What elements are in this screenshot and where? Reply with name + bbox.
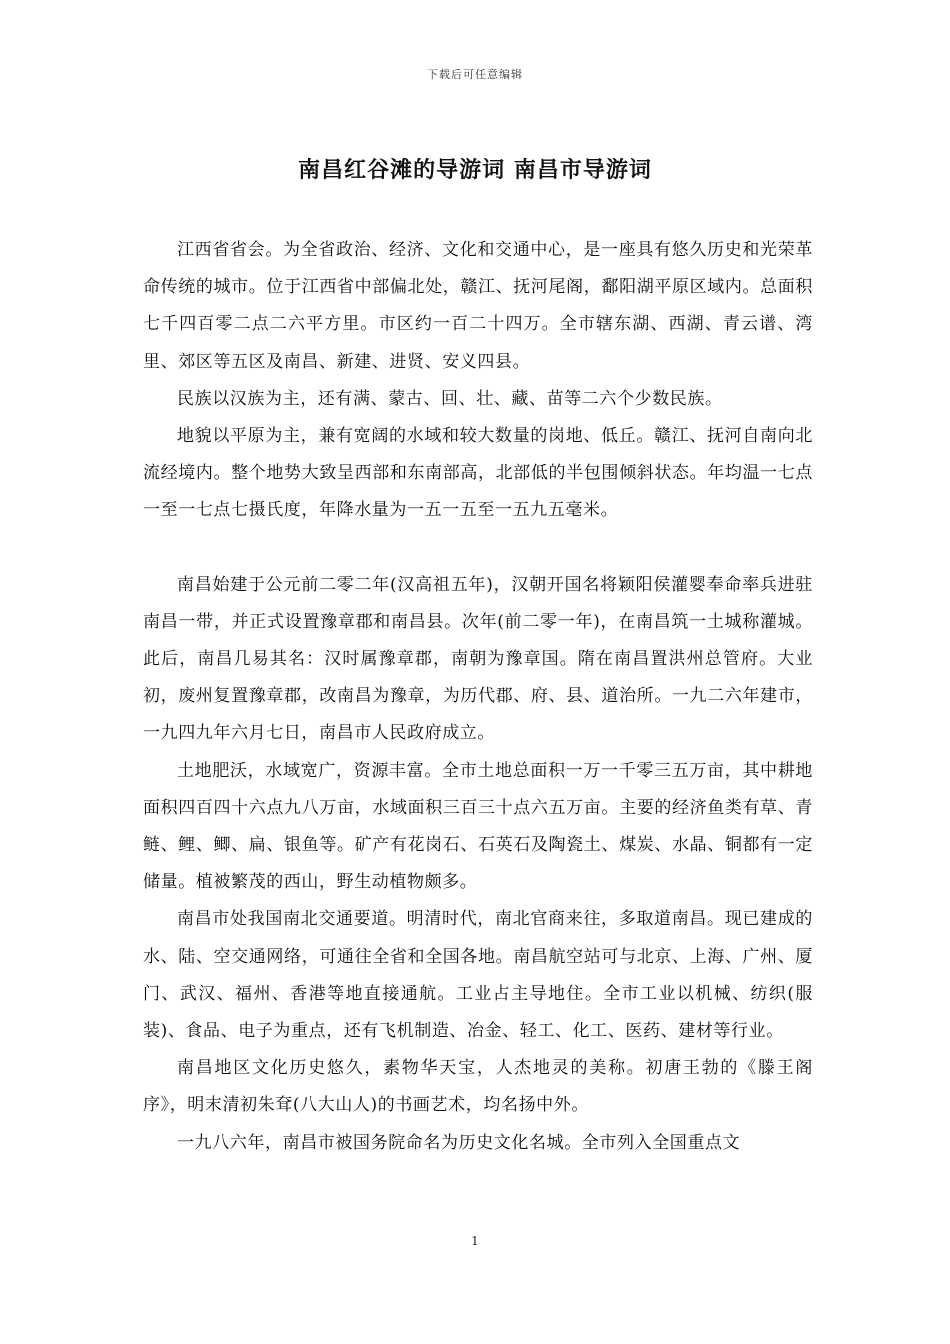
paragraph-terrain-climate: 地貌以平原为主，兼有宽阔的水域和较大数量的岗地、低丘。赣江、抚河自南向北流经境内。整个地势大致呈西部和东南部高，北部低的半包围倾斜状态。年均温一七点一至一七点七摄氏度，年降水量为一五一五至一五九五毫米。 xyxy=(143,426,813,521)
page-number: 1 xyxy=(471,1234,479,1248)
document-body xyxy=(143,232,813,1162)
header-note: 下载后可任意编辑 xyxy=(427,68,523,81)
paragraph-historic-city: 一九八六年，南昌市被国务院命名为历史文化名城。全市列入全国重点文 xyxy=(177,1132,741,1153)
paragraph-resources: 土地肥沃，水域宽广，资源丰富。全市土地总面积一万一千零三五万亩，其中耕地面积四百四十六点九八万亩，水域面积三百三十点六五万亩。主要的经济鱼类有草、青鲢、鲤、鲫、扁、银鱼等。矿产有花岗石、石英石及陶瓷土、煤炭、水晶、铜都有一定储量。植被繁茂的西山，野生动植物颇多。 xyxy=(143,760,813,893)
paragraph-culture: 南昌地区文化历史悠久，素物华天宝，人杰地灵的美称。初唐王勃的《滕王阁序》，明末清初朱耷(八大山人)的书画艺术，均名扬中外。 xyxy=(143,1058,813,1116)
paragraph-ethnic-groups: 民族以汉族为主，还有满、蒙古、回、壮、藏、苗等二六个少数民族。 xyxy=(177,388,723,409)
paragraph-history: 南昌始建于公元前二零二年(汉高祖五年)，汉朝开国名将颖阳侯灌婴奉命率兵进驻南昌一带，并正式设置豫章郡和南昌县。次年(前二零一年)，在南昌筑一土城称灌城。此后，南昌几易其名：汉时属豫章郡，南朝为豫章国。隋在南昌置洪州总管府。大业初，废州复置豫章郡，改南昌为豫章，为历代郡、府、县、道治所。一九二六年建市，一九四九年六月七日，南昌市人民政府成立。 xyxy=(143,574,813,744)
paragraph-overview: 江西省省会。为全省政治、经济、文化和交通中心，是一座具有悠久历史和光荣革命传统的城市。位于江西省中部偏北处，赣江、抚河尾阁，鄱阳湖平原区域内。总面积七千四百零二点二六平方里。市区约一百二十四万。全市辖东湖、西湖、青云谱、湾里、郊区等五区及南昌、新建、进贤、安义四县。 xyxy=(143,240,813,372)
paragraph-transport-industry: 南昌市处我国南北交通要道。明清时代，南北官商来往，多取道南昌。现已建成的水、陆、空交通网络，可通往全省和全国各地。南昌航空站可与北京、上海、广州、厦门、武汉、福州、香港等地直接通航。工业占主导地住。全市工业以机械、纺织(服装)、食品、电子为重点，还有飞机制造、冶金、轻工、化工、医药、建材等行业。 xyxy=(143,909,813,1042)
document-title: 南昌红谷滩的导游词 南昌市导游词 xyxy=(298,158,652,183)
